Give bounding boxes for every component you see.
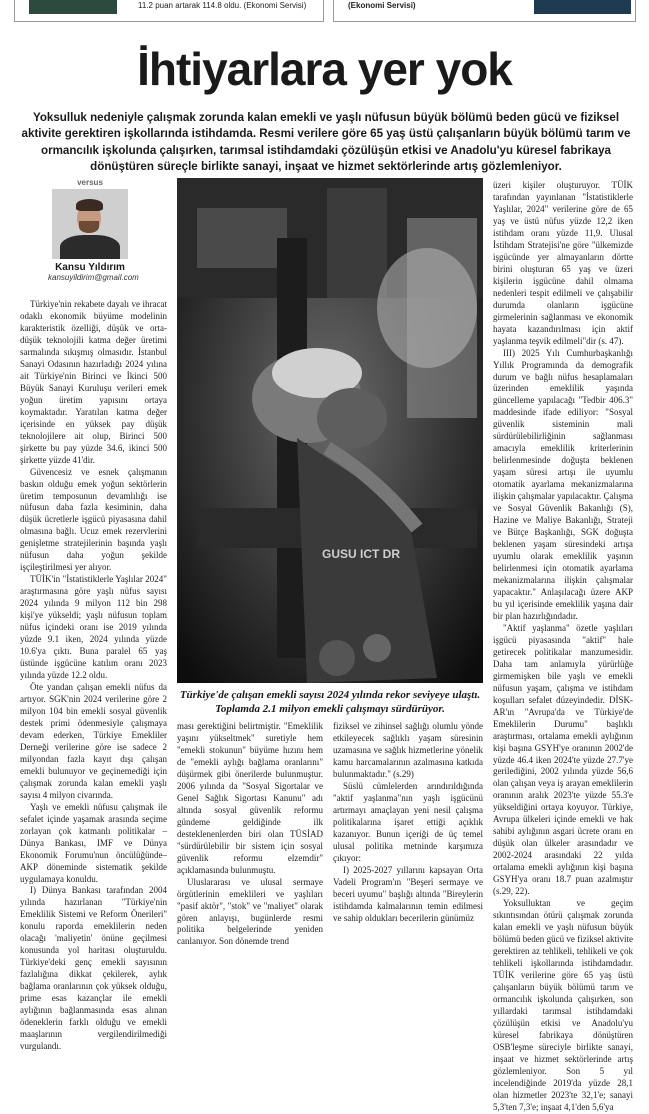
top-strip — [0, 0, 649, 22]
paragraph: üzeri kişiler oluşturuyor. TÜİK tarafından yayınlanan "İstatistiklerle Yaşlılar, 2024" verilerine göre de 65 yaş ve üstü nüfus yüzde 12,2 iken istihdam oranı yüzde 11,9. Ulusal İstihdam Stratejisi'ne göre "ülkemizde işgücünde yer almayanların dörtte birini oluşturan 65 yaş ve üzeri kişilerin işgücüne dahil olmama nedenleri tespit edilmeli ve çalışabilir durumda olanların işgücüne girmelerinin sağlanması ve ekonomik hayata kazandırılması için aktif yaşlanma teşvik edilmeli"dir (s. 47). — [493, 180, 633, 346]
body-column-4 — [493, 180, 633, 1114]
body-column-2 — [177, 721, 323, 948]
body-column-3 — [333, 721, 483, 924]
body-column-1 — [20, 299, 167, 1053]
author-block — [48, 178, 139, 282]
prev-article-thumbnail-left — [29, 0, 117, 14]
lead-paragraph: Yoksulluk nedeniyle çalışmak zorunda kalan emekli ve yaşlı nüfusun büyük bölümü beden gücü ve fiziksel aktivite gerektiren işkollarında istihdamda. Resmi verilere göre 65 yaş üstü çalışanların büyük bölümü tarım ve ormancılık işkolunda çalışırken, tarımsal istihdamdaki çözülüşün etkisi ve Anadolu'yu küresel fabrikaya dönüştüren süreçle birlikte sanayi, inşaat ve hizmet sektörlerinde artış gözlemleniyor. — [21, 111, 631, 174]
paragraph: Öte yandan çalışan emekli nüfus da artıyor. SGK'nin 2024 verilerine göre 2 milyon 104 bin emekli sosyal güvenlik destek primi ödenmesiyle çalışmaya devam ederken, Türkiye Emekliler Derneği verilerine göre ise sadece 2 milyondan fazla kayıt dışı çalışan emekli bulunuyor ve geçinemediği için çalışmak zorunda kalan emekli yaşlı sayısı 4 milyon civarında. — [20, 682, 167, 800]
paragraph: fiziksel ve zihinsel sağlığı olumlu yönde etkileyecek sağlıklı yaşam süresinin uzamasına ve sağlık hizmetlerine yönelik kamu harcamalarının azalmasına katkıda bulunmaktadır." (s.29) — [333, 721, 483, 779]
prev-article-thumbnail-mid — [534, 0, 631, 14]
prev-article-box-left — [14, 0, 324, 22]
photo-illustration — [177, 178, 483, 683]
section-label: versus — [77, 178, 103, 187]
paragraph: Güvencesiz ve esnek çalışmanın baskın olduğu emek yoğun sektörlerin üretim temposunun devamlılığı ise nüfusun daha fazla kesiminin, daha düşük ücretlerle işgücü piyasasına dahil olmasına bağlı. Ucuz emek rezervlerini genişletme stratejilerinin başında yaşlı nüfusun daha yoğun şekilde işçileştirilmesi yer alıyor. — [20, 466, 167, 573]
paragraph: TÜİK'in "İstatistiklerle Yaşlılar 2024" araştırmasına göre yaşlı nüfus sayısı 2024 yılında 9 milyon 112 bin 298 kişi'ye yükseldi; yaşlı nüfusun toplam nüfus içindeki oranı ise 2019 yılında yüzde 9.1 iken, 2024 yılında yüzde 10.6'ya çıktı. Buna paralel 65 yaş üstünde işgücüne katılım oranı 2023 yılında yüzde 12.2 oldu. — [20, 574, 167, 681]
author-email: kansuyildirim@gmail.com — [48, 273, 139, 282]
paragraph: I) 2025-2027 yıllarını kapsayan Orta Vadeli Program'ın "Beşeri sermaye ve beceri uyumu" başlığı altında "Bireylerin istihdamda kalmalarının temin edilmesi ve sahip oldukları becerilerin günümüz — [333, 864, 483, 923]
paragraph: I) Dünya Bankası tarafından 2004 yılında hazırlanan "Türkiye'nin Emeklilik Sistemi ve Reform Önerileri" konulu raporda emeklilerin neden olacağı 'maliyetin' önüne geçilmesi konusunda yol haritası oluşturuldu. Türkiye'deki genç emekli sayısının fazlalığına dikkat çekilerek, aylık bağlama oranlarının çok yüksek olduğu, prime esas kazançlar ile emekli aylığının bağlanmasında esas alınan ödeneklerin farklı olduğu ve emekli maaşlarının vergilendirilmediği vurgulandı. — [20, 885, 167, 1052]
prev-article-box-mid — [333, 0, 636, 22]
paragraph: Süslü cümlelerden arındırıldığında "aktif yaşlanma"nın yaşlı işgücünü artırmayı amaçlayan yeni nesil çalışma politikalarına işaret ettiği açıklık kazanıyor. Bunun içeriği de üç temel ulusal politika metninde karşımıza çıkıyor: — [333, 780, 483, 863]
author-portrait — [52, 189, 128, 259]
paragraph: "Aktif yaşlanma" özetle yaşlıları işgücü piyasasında "aktif" hale getirecek politikalar manzumesidir. Daha tam anlamıyla yürürlüğe girmemişken bile yaşlı ve emekli nüfusun yaşam, çalışma ve istihdam koşulları sefalet düzeyindedir. DİSK-AR'ın "Avrupa'da ve Türkiye'de Emeklilerin Durumu" başlıklı araştırması, ortalama emekli aylığının kişi başına GSYH'ye oranının 2002'de yüzde 46.4 iken 2024'te yüzde 27.7'ye gerilediğini, 2002 yılında yüzde 56,6 olan çalışan veya iş arayan emeklilerin oranının aralık 2023'te yüzde 55.3'e yükseldiğini ortaya koyuyor. Türkiye, Avrupa ülkeleri içinde emekli ve hak sahibi aylığının asgari ücrete oranı en düşük olan ülkeler arasındadır ve 2002-2024 arasındaki 22 yılda ortalama emekli aylığının kişi başına GSYH'ya oranı 18.7 puan azalmıştır (s.29, 22). — [493, 622, 633, 897]
photo-caption: Türkiye'de çalışan emekli sayısı 2024 yılında rekor seviyeye ulaştı. Toplamda 2.1 milyon emekli çalışmayı sürdürüyor. — [179, 689, 481, 716]
author-name: Kansu Yıldırım — [55, 262, 125, 273]
prev-article-text-mid: (Ekonomi Servisi) — [348, 1, 416, 10]
paragraph: ması gerektiğini belirtmiştir. "Emeklilik yaşını yükseltmek" suretiyle hem "emekli stokunun" büyüme hızını hem de "emekli aylığı bağlama oranlarını" düşürmek gibi önerilerde bulunmuştur. 2006 yılında da "Sosyal Sigortalar ve Genel Sağlık Sigortası Kanunu" adı altında sosyal güvenlik reformu gündeme geldiğinde ilk desteklenenlerden biri olan TÜSİAD "sürdürülebilir bir sistem için sosyal güvenlik reformu elzemdir" açıklamasında bulunmuştu. — [177, 721, 323, 875]
article-photo — [177, 178, 483, 683]
paragraph: III) 2025 Yılı Cumhurbaşkanlığı Yıllık Programında da demografik durum ve bağlı nüfus hesaplamaları üzerinden emeklilik yaşında güncelleme yapılacağı "Tedbir 406.3" maddesinde ifade ediliyor: "Sosyal güvenlik sisteminin mali sürdürülebilirliğinin sağlanması amacıyla emeklilik kriterlerinin belirlenmesinde doğuşta beklenen yaşam süresi artışı ile uyumlu otomatik ayarlama mekanizmalarına ilişkin çalışmalar yapılacaktır. Çalışma ve Sosyal Güvenlik Bakanlığı (S), Hazine ve Maliye Bakanlığı, Strateji ve Bütçe Başkanlığı, SGK doğuşta beklenen yaşam süresindeki artışa uyumlu olarak emeklilik yaşının belirlenmesi için otomatik ayarlama mekanizmalarına ilişkin çalışmalar yapacaktır." Anlaşılacağı üzere AKP bu yıl içerisinde emeklilik yaşına dair bir plan hazırlığındadır. — [493, 347, 633, 621]
shirt-print: GUSU ICT DR — [322, 547, 400, 561]
paragraph: Türkiye'nin rekabete dayalı ve ihracat odaklı ekonomik büyüme modelinin karakteristik özelliği, düşük ve orta-düşük teknolojili katma değer üretimi sarmalında sıkışmış olmasıdır. İstanbul Sanayi Odasının hazırladığı 2024 yılına ait Türkiye'nin Birinci ve İkinci 500 Büyük Sanayi Kuruluşu verileri emek yoğun üretim yapısını ortaya koymaktadır. Yaratılan katma değer içerisinde en yüksek pay düşük teknolojilere ait olup, Birinci 500 şirkette bu pay yüzde 34.6, ikinci 500 şirkette yüzde 41'dir. — [20, 299, 167, 465]
headline: İhtiyarlara yer yok — [137, 43, 512, 95]
paragraph: Yaşlı ve emekli nüfusu çalışmak ile sefalet içinde yaşamak arasında seçime zorlayan çok katmanlı politikalar –Dünya Bankası, IMF ve Dünya Ekonomik Forumu'nun öncülüğünde– AKP döneminde sistematik şekilde uygulamaya konuldu. — [20, 801, 167, 884]
paragraph: Uluslararası ve ulusal sermaye örgütlerinin emeklileri ve yaşlıları "pasif aktör", "stok" ve "maliyet" olarak gören anlayışı, bugünlerde resmi politika belgelerinde yeniden canlanıyor. Son dönemde trend — [177, 876, 323, 947]
prev-article-text-left: 11.2 puan artarak 114.8 oldu. (Ekonomi Servisi) — [138, 1, 307, 10]
paragraph: Yoksulluktan ve geçim sıkıntısından ötürü çalışmak zorunda kalan emekli ve yaşlı nüfusun büyük bölümü beden gücü ve fiziksel aktivite gerektiren az tehlikeli, tehlikeli ve çok tehlikeli işkollarında istihdamdadır. TÜİK verilerine göre 65 yaş üstü çalışanların büyük bölümü tarım ve ormancılık işkolunda çalışırken, son yıllardaki tarımsal istihdamdaki çözülüşün etkisi ve Anadolu'yu küresel fabrikaya dönüştüren OSB'leşme süreciyle birlikte sanayi, inşaat ve hizmet sektörlerinde artış gözlemleniyor. Son 5 yıl incelendiğinde 2019'da yüzde 28,1 olan hizmetler 2023'te 32,1'e; sanayi 5,3'ten 7,3'e; inşaat 4,1'den 5,6'ya — [493, 898, 633, 1112]
